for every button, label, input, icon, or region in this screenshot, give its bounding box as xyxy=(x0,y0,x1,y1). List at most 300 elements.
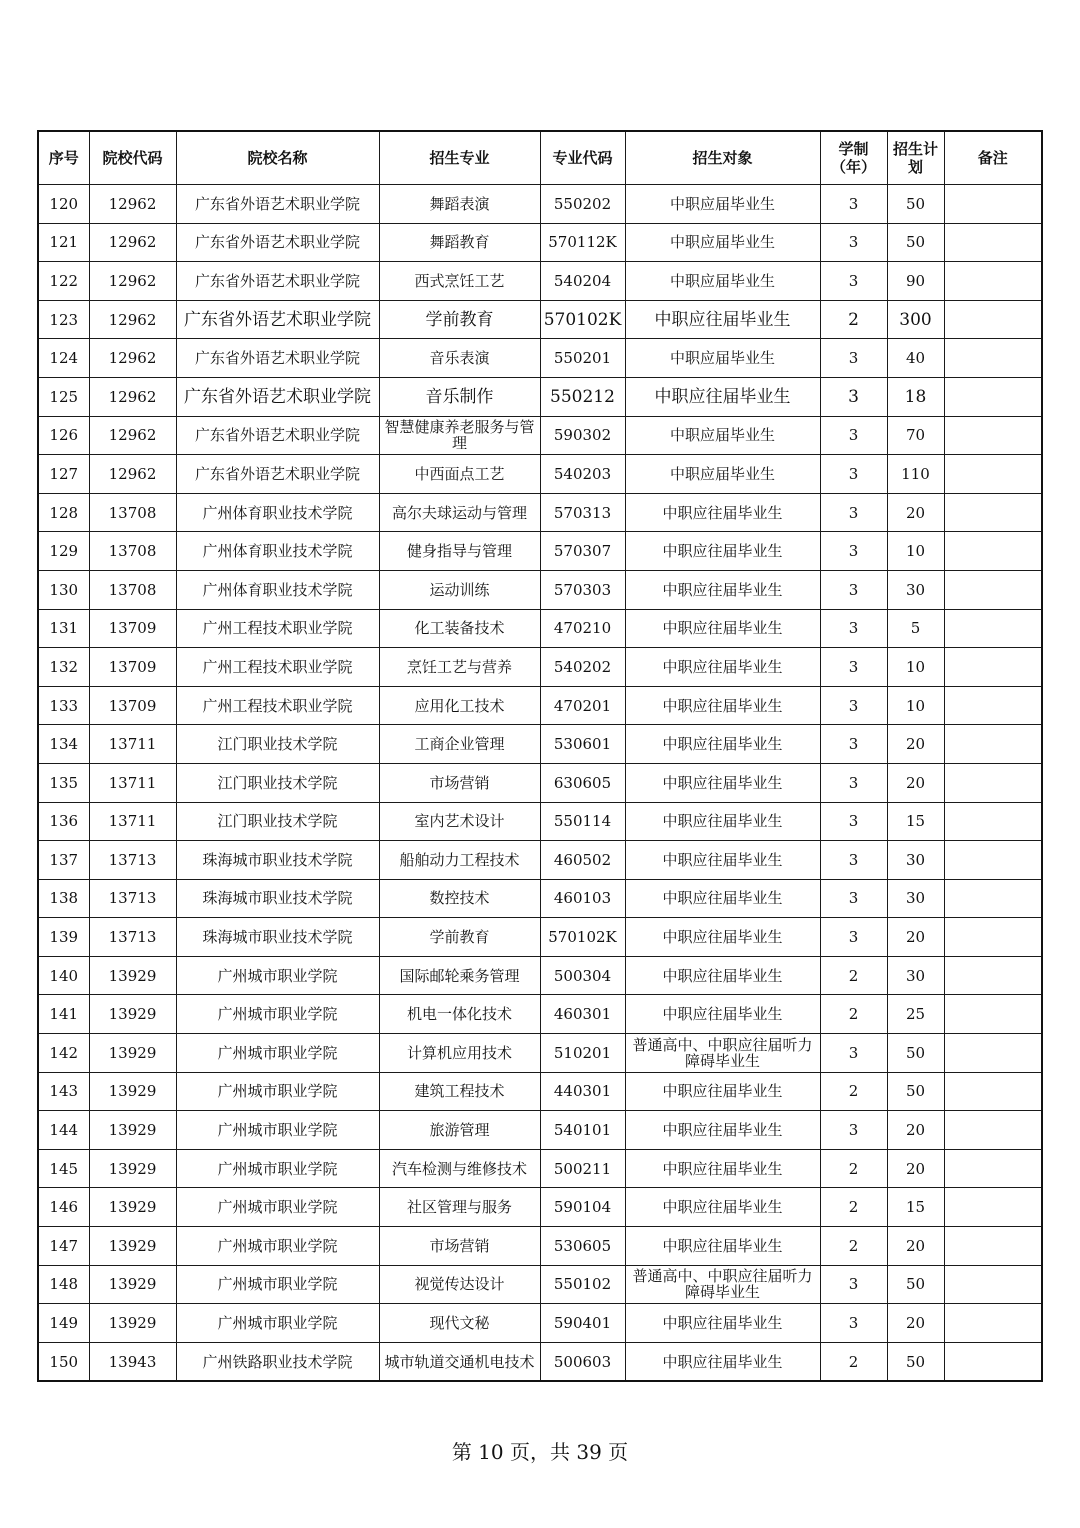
plan-cell: 70 xyxy=(887,416,944,455)
school-name-cell: 珠海城市职业技术学院 xyxy=(176,841,379,880)
major-code-cell: 570112K xyxy=(540,223,625,262)
row-number-cell: 150 xyxy=(38,1342,89,1381)
major-cell: 国际邮轮乘务管理 xyxy=(379,956,540,995)
major-code-cell: 510201 xyxy=(540,1034,625,1073)
table-row xyxy=(38,725,1042,764)
row-number-cell: 136 xyxy=(38,802,89,841)
school-name-cell: 广东省外语艺术职业学院 xyxy=(176,377,379,416)
remark-cell xyxy=(944,185,1042,224)
school-name-cell: 广州城市职业学院 xyxy=(176,1111,379,1150)
duration-cell: 2 xyxy=(820,1227,887,1266)
plan-cell: 50 xyxy=(887,185,944,224)
school-name-cell: 广东省外语艺术职业学院 xyxy=(176,185,379,224)
major-code-cell: 540101 xyxy=(540,1111,625,1150)
table-row xyxy=(38,532,1042,571)
duration-cell: 3 xyxy=(820,416,887,455)
school-code-cell: 12962 xyxy=(89,455,176,494)
major-cell: 视觉传达设计 xyxy=(379,1265,540,1304)
table-row xyxy=(38,416,1042,455)
plan-cell: 20 xyxy=(887,725,944,764)
header-cell: 专业代码 xyxy=(540,131,625,185)
plan-cell: 5 xyxy=(887,609,944,648)
school-name-cell: 广州工程技术职业学院 xyxy=(176,648,379,687)
remark-cell xyxy=(944,609,1042,648)
table-header-row xyxy=(38,131,1042,185)
remark-cell xyxy=(944,1034,1042,1073)
duration-cell: 3 xyxy=(820,918,887,957)
plan-cell: 30 xyxy=(887,956,944,995)
duration-cell: 3 xyxy=(820,223,887,262)
remark-cell xyxy=(944,1149,1042,1188)
duration-cell: 3 xyxy=(820,493,887,532)
remark-cell xyxy=(944,802,1042,841)
table-row xyxy=(38,1265,1042,1304)
table-row xyxy=(38,956,1042,995)
table-row xyxy=(38,802,1042,841)
school-code-cell: 13929 xyxy=(89,1227,176,1266)
remark-cell xyxy=(944,1265,1042,1304)
school-code-cell: 13708 xyxy=(89,570,176,609)
remark-cell xyxy=(944,1072,1042,1111)
major-cell: 运动训练 xyxy=(379,570,540,609)
row-number-cell: 145 xyxy=(38,1149,89,1188)
remark-cell xyxy=(944,300,1042,339)
table-row xyxy=(38,1342,1042,1381)
plan-cell: 30 xyxy=(887,841,944,880)
target-cell: 中职应往届毕业生 xyxy=(625,493,820,532)
remark-cell xyxy=(944,262,1042,301)
major-code-cell: 540203 xyxy=(540,455,625,494)
school-name-cell: 广东省外语艺术职业学院 xyxy=(176,300,379,339)
duration-cell: 3 xyxy=(820,802,887,841)
row-number-cell: 123 xyxy=(38,300,89,339)
row-number-cell: 133 xyxy=(38,686,89,725)
major-cell: 机电一体化技术 xyxy=(379,995,540,1034)
table-row xyxy=(38,1034,1042,1073)
plan-cell: 50 xyxy=(887,1342,944,1381)
major-cell: 计算机应用技术 xyxy=(379,1034,540,1073)
major-cell: 高尔夫球运动与管理 xyxy=(379,493,540,532)
target-cell: 中职应往届毕业生 xyxy=(625,532,820,571)
duration-cell: 2 xyxy=(820,1342,887,1381)
row-number-cell: 149 xyxy=(38,1304,89,1343)
target-cell: 中职应往届毕业生 xyxy=(625,725,820,764)
major-cell: 城市轨道交通机电技术 xyxy=(379,1342,540,1381)
table-row xyxy=(38,841,1042,880)
major-code-cell: 590104 xyxy=(540,1188,625,1227)
remark-cell xyxy=(944,1188,1042,1227)
major-code-cell: 590302 xyxy=(540,416,625,455)
remark-cell xyxy=(944,725,1042,764)
row-number-cell: 135 xyxy=(38,763,89,802)
school-code-cell: 13709 xyxy=(89,648,176,687)
duration-cell: 3 xyxy=(820,262,887,301)
duration-cell: 3 xyxy=(820,841,887,880)
major-cell: 社区管理与服务 xyxy=(379,1188,540,1227)
table-body xyxy=(38,185,1042,1382)
target-cell: 中职应往届毕业生 xyxy=(625,763,820,802)
table-row xyxy=(38,763,1042,802)
major-cell: 市场营销 xyxy=(379,1227,540,1266)
plan-cell: 20 xyxy=(887,1227,944,1266)
school-name-cell: 广州铁路职业技术学院 xyxy=(176,1342,379,1381)
major-code-cell: 570303 xyxy=(540,570,625,609)
target-cell: 中职应往届毕业生 xyxy=(625,841,820,880)
table-row xyxy=(38,493,1042,532)
row-number-cell: 128 xyxy=(38,493,89,532)
major-cell: 旅游管理 xyxy=(379,1111,540,1150)
plan-cell: 50 xyxy=(887,1034,944,1073)
remark-cell xyxy=(944,455,1042,494)
major-cell: 化工装备技术 xyxy=(379,609,540,648)
plan-cell: 20 xyxy=(887,493,944,532)
school-name-cell: 广东省外语艺术职业学院 xyxy=(176,223,379,262)
school-name-cell: 广州体育职业技术学院 xyxy=(176,570,379,609)
plan-cell: 10 xyxy=(887,648,944,687)
target-cell: 中职应往届毕业生 xyxy=(625,609,820,648)
plan-cell: 20 xyxy=(887,1111,944,1150)
major-code-cell: 590401 xyxy=(540,1304,625,1343)
row-number-cell: 148 xyxy=(38,1265,89,1304)
school-name-cell: 广州体育职业技术学院 xyxy=(176,532,379,571)
target-cell: 中职应往届毕业生 xyxy=(625,995,820,1034)
remark-cell xyxy=(944,918,1042,957)
target-cell: 中职应届毕业生 xyxy=(625,339,820,378)
remark-cell xyxy=(944,648,1042,687)
plan-cell: 25 xyxy=(887,995,944,1034)
major-code-cell: 470210 xyxy=(540,609,625,648)
duration-cell: 3 xyxy=(820,377,887,416)
major-code-cell: 460301 xyxy=(540,995,625,1034)
remark-cell xyxy=(944,493,1042,532)
target-cell: 中职应往届毕业生 xyxy=(625,879,820,918)
plan-cell: 300 xyxy=(887,300,944,339)
school-name-cell: 广州城市职业学院 xyxy=(176,1149,379,1188)
remark-cell xyxy=(944,532,1042,571)
row-number-cell: 120 xyxy=(38,185,89,224)
row-number-cell: 134 xyxy=(38,725,89,764)
major-code-cell: 540202 xyxy=(540,648,625,687)
major-code-cell: 630605 xyxy=(540,763,625,802)
target-cell: 中职应往届毕业生 xyxy=(625,918,820,957)
school-code-cell: 12962 xyxy=(89,416,176,455)
duration-cell: 3 xyxy=(820,532,887,571)
major-code-cell: 570307 xyxy=(540,532,625,571)
table-row xyxy=(38,1111,1042,1150)
major-cell: 学前教育 xyxy=(379,918,540,957)
school-code-cell: 13711 xyxy=(89,763,176,802)
table-row xyxy=(38,185,1042,224)
row-number-cell: 143 xyxy=(38,1072,89,1111)
duration-cell: 2 xyxy=(820,1072,887,1111)
target-cell: 中职应往届毕业生 xyxy=(625,377,820,416)
header-cell: 备注 xyxy=(944,131,1042,185)
school-code-cell: 13713 xyxy=(89,918,176,957)
major-code-cell: 570313 xyxy=(540,493,625,532)
major-cell: 工商企业管理 xyxy=(379,725,540,764)
plan-cell: 90 xyxy=(887,262,944,301)
duration-cell: 3 xyxy=(820,725,887,764)
major-cell: 音乐表演 xyxy=(379,339,540,378)
school-name-cell: 广州体育职业技术学院 xyxy=(176,493,379,532)
school-name-cell: 广州城市职业学院 xyxy=(176,1188,379,1227)
major-code-cell: 440301 xyxy=(540,1072,625,1111)
school-name-cell: 广州城市职业学院 xyxy=(176,1265,379,1304)
duration-cell: 2 xyxy=(820,995,887,1034)
row-number-cell: 141 xyxy=(38,995,89,1034)
target-cell: 中职应往届毕业生 xyxy=(625,1304,820,1343)
plan-cell: 15 xyxy=(887,802,944,841)
school-code-cell: 12962 xyxy=(89,223,176,262)
major-cell: 智慧健康养老服务与管理 xyxy=(379,416,540,455)
remark-cell xyxy=(944,995,1042,1034)
major-code-cell: 460103 xyxy=(540,879,625,918)
target-cell: 中职应往届毕业生 xyxy=(625,956,820,995)
school-code-cell: 13943 xyxy=(89,1342,176,1381)
target-cell: 中职应届毕业生 xyxy=(625,223,820,262)
school-code-cell: 12962 xyxy=(89,185,176,224)
school-code-cell: 13709 xyxy=(89,609,176,648)
major-cell: 市场营销 xyxy=(379,763,540,802)
header-cell: 院校名称 xyxy=(176,131,379,185)
major-code-cell: 460502 xyxy=(540,841,625,880)
remark-cell xyxy=(944,339,1042,378)
plan-cell: 30 xyxy=(887,570,944,609)
duration-cell: 3 xyxy=(820,1111,887,1150)
table-row xyxy=(38,339,1042,378)
page-footer: 第 10 页，共 39 页 xyxy=(451,1440,629,1464)
school-code-cell: 12962 xyxy=(89,339,176,378)
table-row xyxy=(38,1188,1042,1227)
remark-cell xyxy=(944,223,1042,262)
table-row xyxy=(38,570,1042,609)
table-row xyxy=(38,262,1042,301)
table-row xyxy=(38,1304,1042,1343)
school-code-cell: 13711 xyxy=(89,725,176,764)
header-cell: 招生专业 xyxy=(379,131,540,185)
school-name-cell: 江门职业技术学院 xyxy=(176,725,379,764)
school-name-cell: 广州城市职业学院 xyxy=(176,1034,379,1073)
header-cell: 院校代码 xyxy=(89,131,176,185)
major-code-cell: 550201 xyxy=(540,339,625,378)
row-number-cell: 140 xyxy=(38,956,89,995)
row-number-cell: 126 xyxy=(38,416,89,455)
school-name-cell: 广州城市职业学院 xyxy=(176,1227,379,1266)
duration-cell: 3 xyxy=(820,763,887,802)
school-name-cell: 广州工程技术职业学院 xyxy=(176,609,379,648)
duration-cell: 3 xyxy=(820,1265,887,1304)
table-row xyxy=(38,609,1042,648)
major-cell: 应用化工技术 xyxy=(379,686,540,725)
school-name-cell: 广州城市职业学院 xyxy=(176,1072,379,1111)
plan-cell: 20 xyxy=(887,1304,944,1343)
major-code-cell: 500603 xyxy=(540,1342,625,1381)
duration-cell: 3 xyxy=(820,1304,887,1343)
row-number-cell: 122 xyxy=(38,262,89,301)
table-row xyxy=(38,995,1042,1034)
school-name-cell: 广东省外语艺术职业学院 xyxy=(176,455,379,494)
school-name-cell: 广州城市职业学院 xyxy=(176,956,379,995)
duration-cell: 3 xyxy=(820,686,887,725)
plan-cell: 30 xyxy=(887,879,944,918)
duration-cell: 3 xyxy=(820,455,887,494)
major-cell: 汽车检测与维修技术 xyxy=(379,1149,540,1188)
target-cell: 普通高中、中职应往届听力障碍毕业生 xyxy=(625,1034,820,1073)
school-name-cell: 广东省外语艺术职业学院 xyxy=(176,262,379,301)
major-code-cell: 530601 xyxy=(540,725,625,764)
duration-cell: 3 xyxy=(820,570,887,609)
school-name-cell: 广东省外语艺术职业学院 xyxy=(176,339,379,378)
school-code-cell: 13929 xyxy=(89,1111,176,1150)
school-code-cell: 13929 xyxy=(89,1304,176,1343)
target-cell: 中职应往届毕业生 xyxy=(625,1342,820,1381)
row-number-cell: 132 xyxy=(38,648,89,687)
row-number-cell: 137 xyxy=(38,841,89,880)
row-number-cell: 127 xyxy=(38,455,89,494)
target-cell: 中职应届毕业生 xyxy=(625,185,820,224)
major-code-cell: 550202 xyxy=(540,185,625,224)
header-cell: 招生计划 xyxy=(887,131,944,185)
target-cell: 中职应往届毕业生 xyxy=(625,1149,820,1188)
remark-cell xyxy=(944,686,1042,725)
major-code-cell: 530605 xyxy=(540,1227,625,1266)
school-code-cell: 13711 xyxy=(89,802,176,841)
school-code-cell: 13929 xyxy=(89,1188,176,1227)
target-cell: 中职应届毕业生 xyxy=(625,455,820,494)
table-row xyxy=(38,455,1042,494)
major-cell: 建筑工程技术 xyxy=(379,1072,540,1111)
target-cell: 中职应往届毕业生 xyxy=(625,648,820,687)
table-row xyxy=(38,686,1042,725)
duration-cell: 2 xyxy=(820,300,887,339)
school-code-cell: 13708 xyxy=(89,493,176,532)
duration-cell: 3 xyxy=(820,339,887,378)
major-cell: 现代文秘 xyxy=(379,1304,540,1343)
major-code-cell: 470201 xyxy=(540,686,625,725)
table-row xyxy=(38,1227,1042,1266)
school-code-cell: 13713 xyxy=(89,841,176,880)
target-cell: 中职应往届毕业生 xyxy=(625,570,820,609)
remark-cell xyxy=(944,377,1042,416)
row-number-cell: 124 xyxy=(38,339,89,378)
major-code-cell: 540204 xyxy=(540,262,625,301)
major-cell: 船舶动力工程技术 xyxy=(379,841,540,880)
duration-cell: 2 xyxy=(820,1149,887,1188)
school-code-cell: 13708 xyxy=(89,532,176,571)
school-name-cell: 广州城市职业学院 xyxy=(176,1304,379,1343)
plan-cell: 20 xyxy=(887,763,944,802)
table-row xyxy=(38,300,1042,339)
plan-cell: 20 xyxy=(887,1149,944,1188)
major-cell: 学前教育 xyxy=(379,300,540,339)
school-name-cell: 珠海城市职业技术学院 xyxy=(176,879,379,918)
school-name-cell: 江门职业技术学院 xyxy=(176,763,379,802)
school-name-cell: 珠海城市职业技术学院 xyxy=(176,918,379,957)
table-row xyxy=(38,648,1042,687)
school-code-cell: 13929 xyxy=(89,995,176,1034)
row-number-cell: 142 xyxy=(38,1034,89,1073)
row-number-cell: 121 xyxy=(38,223,89,262)
remark-cell xyxy=(944,879,1042,918)
duration-cell: 3 xyxy=(820,879,887,918)
target-cell: 中职应往届毕业生 xyxy=(625,802,820,841)
row-number-cell: 146 xyxy=(38,1188,89,1227)
duration-cell: 3 xyxy=(820,609,887,648)
remark-cell xyxy=(944,956,1042,995)
school-code-cell: 12962 xyxy=(89,300,176,339)
major-cell: 音乐制作 xyxy=(379,377,540,416)
plan-cell: 50 xyxy=(887,1265,944,1304)
school-code-cell: 12962 xyxy=(89,262,176,301)
plan-cell: 50 xyxy=(887,1072,944,1111)
table-row xyxy=(38,879,1042,918)
major-cell: 舞蹈教育 xyxy=(379,223,540,262)
major-code-cell: 550114 xyxy=(540,802,625,841)
table-row xyxy=(38,1149,1042,1188)
enrollment-table xyxy=(37,130,1043,1382)
school-name-cell: 广东省外语艺术职业学院 xyxy=(176,416,379,455)
row-number-cell: 138 xyxy=(38,879,89,918)
plan-cell: 10 xyxy=(887,686,944,725)
duration-cell: 3 xyxy=(820,185,887,224)
school-code-cell: 12962 xyxy=(89,377,176,416)
target-cell: 中职应往届毕业生 xyxy=(625,1188,820,1227)
row-number-cell: 144 xyxy=(38,1111,89,1150)
target-cell: 中职应届毕业生 xyxy=(625,262,820,301)
duration-cell: 2 xyxy=(820,1188,887,1227)
remark-cell xyxy=(944,1342,1042,1381)
row-number-cell: 129 xyxy=(38,532,89,571)
school-name-cell: 广州城市职业学院 xyxy=(176,995,379,1034)
major-code-cell: 570102K xyxy=(540,918,625,957)
school-code-cell: 13929 xyxy=(89,956,176,995)
major-cell: 中西面点工艺 xyxy=(379,455,540,494)
table-row xyxy=(38,223,1042,262)
plan-cell: 18 xyxy=(887,377,944,416)
row-number-cell: 125 xyxy=(38,377,89,416)
school-name-cell: 广州工程技术职业学院 xyxy=(176,686,379,725)
row-number-cell: 130 xyxy=(38,570,89,609)
target-cell: 中职应往届毕业生 xyxy=(625,1227,820,1266)
table-row xyxy=(38,1072,1042,1111)
table-row xyxy=(38,377,1042,416)
school-code-cell: 13929 xyxy=(89,1072,176,1111)
major-cell: 舞蹈表演 xyxy=(379,185,540,224)
major-code-cell: 550102 xyxy=(540,1265,625,1304)
header-cell: 学制（年） xyxy=(820,131,887,185)
row-number-cell: 139 xyxy=(38,918,89,957)
header-cell: 招生对象 xyxy=(625,131,820,185)
remark-cell xyxy=(944,1111,1042,1150)
school-code-cell: 13929 xyxy=(89,1265,176,1304)
major-cell: 数控技术 xyxy=(379,879,540,918)
header-cell: 序号 xyxy=(38,131,89,185)
plan-cell: 40 xyxy=(887,339,944,378)
remark-cell xyxy=(944,841,1042,880)
target-cell: 中职应届毕业生 xyxy=(625,416,820,455)
duration-cell: 3 xyxy=(820,1034,887,1073)
remark-cell xyxy=(944,763,1042,802)
table-row xyxy=(38,918,1042,957)
major-code-cell: 500211 xyxy=(540,1149,625,1188)
major-cell: 西式烹饪工艺 xyxy=(379,262,540,301)
school-code-cell: 13929 xyxy=(89,1034,176,1073)
plan-cell: 110 xyxy=(887,455,944,494)
major-code-cell: 500304 xyxy=(540,956,625,995)
remark-cell xyxy=(944,416,1042,455)
plan-cell: 50 xyxy=(887,223,944,262)
row-number-cell: 131 xyxy=(38,609,89,648)
